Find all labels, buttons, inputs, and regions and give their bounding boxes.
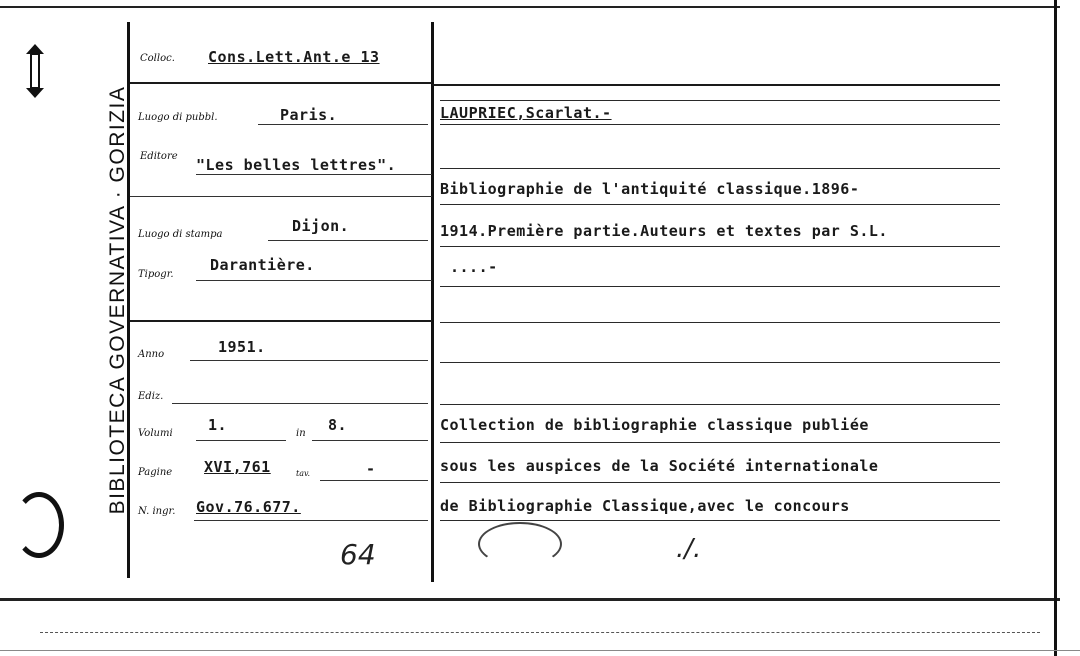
luogo-pubbl-value: Paris. <box>280 106 338 124</box>
middle-column-rule <box>431 22 434 582</box>
pagine-tav-value: - <box>366 460 376 478</box>
luogo-stampa-value: Dijon. <box>292 217 350 235</box>
ruled-line <box>440 286 1000 287</box>
n-ingr-underline <box>194 520 428 521</box>
volumi-in-label: in <box>296 428 306 439</box>
description-line: 1914.Première partie.Auteurs et textes par S.L. <box>440 222 888 240</box>
description-line: de Bibliographie Classique,avec le concours <box>440 497 850 515</box>
luogo-pubbl-underline <box>258 124 428 125</box>
description-line: sous les auspices de la Société internationale <box>440 457 879 475</box>
ruled-line <box>440 520 1000 521</box>
library-name-vertical: BIBLIOTECA GOVERNATIVA · GORIZIA <box>106 85 129 515</box>
volumi-value: 1. <box>208 416 228 434</box>
volumi-in-underline <box>312 440 428 441</box>
description-line: ....- <box>450 258 498 276</box>
tipogr-label: Tipogr. <box>138 269 174 280</box>
right-top-border <box>432 84 1000 86</box>
colloc-value: Cons.Lett.Ant.e 13 <box>208 48 380 66</box>
card-bottom-edge <box>0 598 1060 601</box>
tipogr-value: Darantière. <box>210 256 315 274</box>
ruled-line <box>440 442 1000 443</box>
binder-hole-mark <box>14 492 64 558</box>
ediz-underline <box>172 403 428 404</box>
ruled-line <box>440 100 1000 101</box>
anno-label: Anno <box>138 349 165 360</box>
handwritten-number: 64 <box>340 538 376 571</box>
ruled-line <box>440 362 1000 363</box>
n-ingr-value: Gov.76.677. <box>196 498 301 516</box>
luogo-stampa-underline <box>268 240 428 241</box>
ruled-line <box>440 124 1000 125</box>
editore-value: "Les belles lettres". <box>196 156 397 174</box>
pagine-label: Pagine <box>138 467 173 478</box>
section-divider <box>130 320 432 322</box>
luogo-pubbl-label: Luogo di pubbl. <box>138 112 218 123</box>
ruled-line <box>440 168 1000 169</box>
ruled-line <box>440 246 1000 247</box>
pagine-underline <box>320 480 428 481</box>
tipogr-underline <box>196 280 432 281</box>
stamp-arrow-icon <box>22 42 48 100</box>
editore-underline <box>196 174 432 175</box>
handwritten-continuation: ./. <box>676 534 702 564</box>
ruled-line <box>440 204 1000 205</box>
scan-noise-line <box>0 650 1080 651</box>
card-top-edge <box>0 6 1060 8</box>
editore-label: Editore <box>140 151 178 162</box>
faint-circle-mark <box>478 522 562 566</box>
ruled-line <box>440 482 1000 483</box>
n-ingr-label: N. ingr. <box>138 506 176 517</box>
anno-underline <box>190 360 428 361</box>
description-line: Bibliographie de l'antiquité classique.1896- <box>440 180 860 198</box>
ruled-line <box>440 404 1000 405</box>
volumi-in-value: 8. <box>328 416 348 434</box>
description-line: Collection de bibliographie classique publiée <box>440 416 869 434</box>
author-line: LAUPRIEC,Scarlat.- <box>440 104 612 122</box>
ruled-line <box>440 322 1000 323</box>
colloc-box-bottom <box>130 82 432 84</box>
card-right-edge <box>1054 0 1057 656</box>
row-divider <box>130 196 432 197</box>
pagine-tav-label: tav. <box>296 469 311 478</box>
volumi-underline <box>196 440 286 441</box>
luogo-stampa-label: Luogo di stampa <box>138 229 223 240</box>
ediz-label: Ediz. <box>138 391 164 402</box>
scan-noise-line <box>40 632 1040 634</box>
volumi-label: Volumi <box>138 428 173 439</box>
pagine-value: XVI,761 <box>204 458 271 476</box>
colloc-label: Colloc. <box>140 53 175 64</box>
anno-value: 1951. <box>218 338 266 356</box>
